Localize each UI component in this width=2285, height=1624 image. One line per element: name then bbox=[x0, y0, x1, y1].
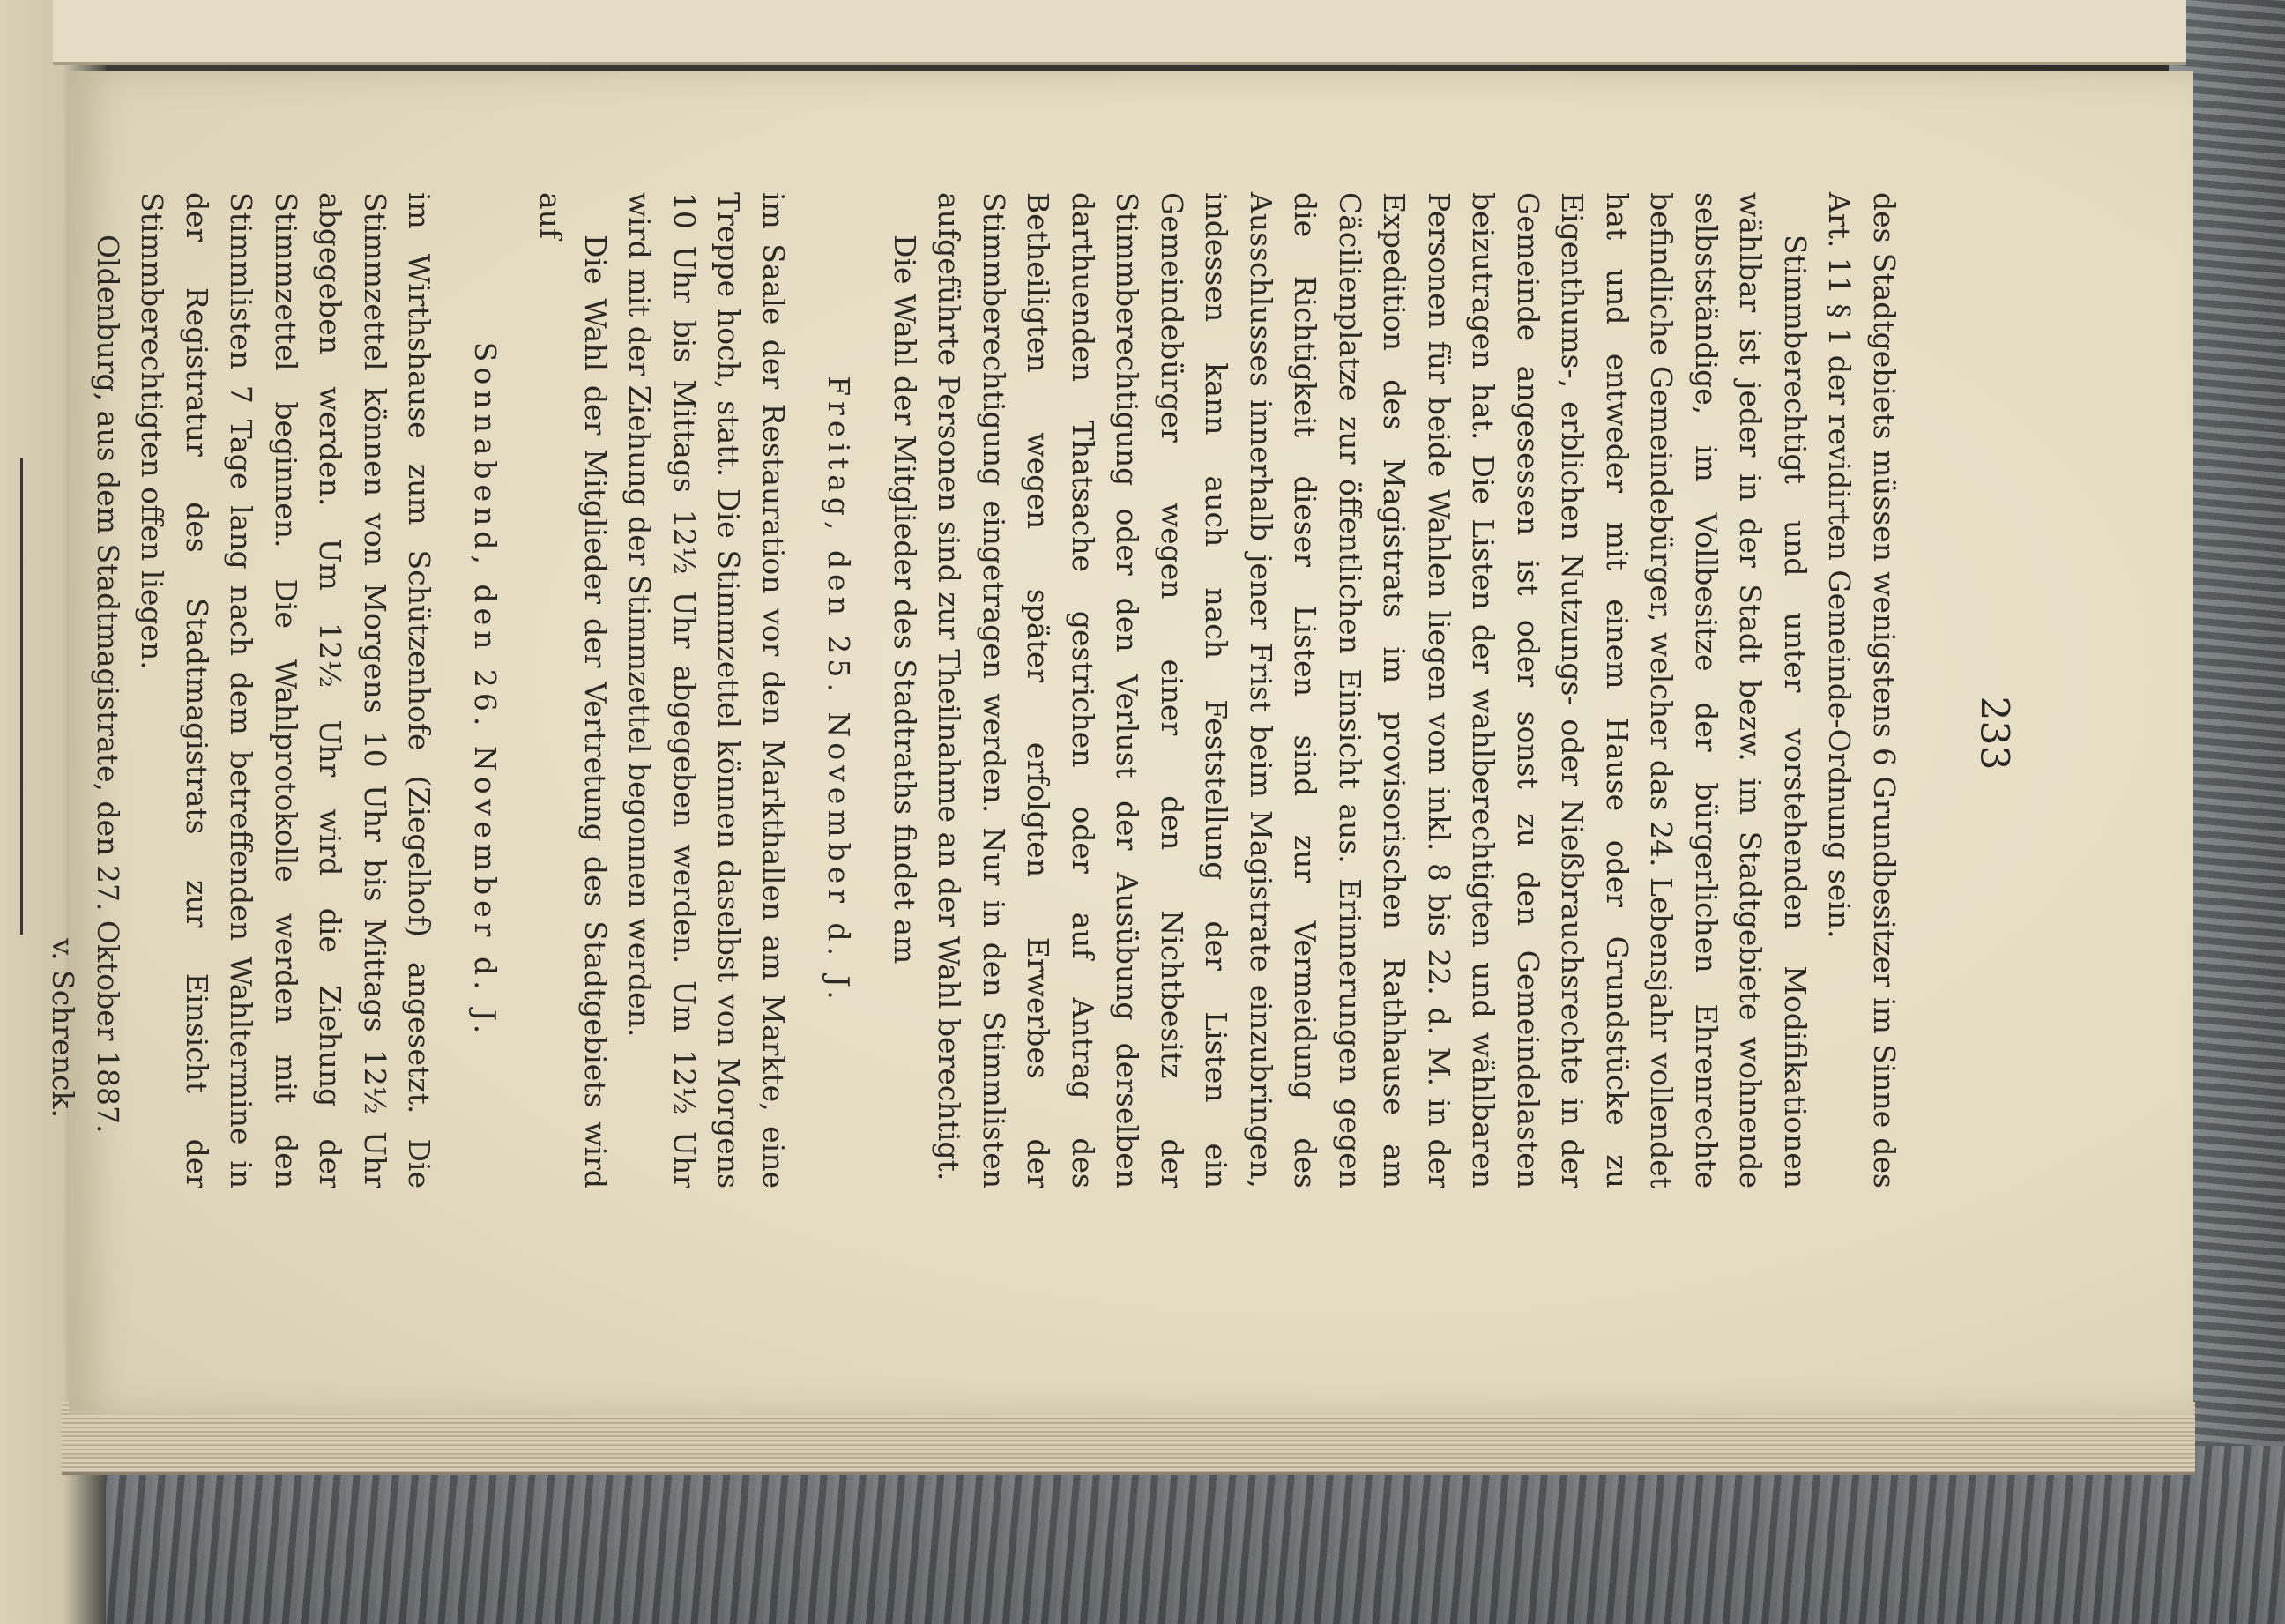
paragraph-6: Die Wahl der Mitglieder der Vertretung des Stadtgebiets wird auf bbox=[533, 192, 613, 1188]
paragraph-8: im Wirthshause zum Schützenhofe (Ziegelhof) angesetzt. Die Stimmzettel können von Morgens 10 Uhr bis Mittags 12½ Uhr abgegeben werden. Um 12½ Uhr wird die Ziehung der Stimmzettel beginnen. Die Wahlprotokolle werden mit den Stimmlisten 7 Tage lang nach dem betreffenden Wahltermine in der Registratur des Stadtmagistrats zur Einsicht der Stimmberechtigten offen liegen. bbox=[135, 192, 437, 1188]
place-date-line: Oldenburg, aus dem Stadtmagistrate, den 27. Oktober 1887. bbox=[91, 235, 125, 1134]
end-rule bbox=[20, 458, 23, 935]
page-text bbox=[20, 192, 1906, 1188]
page-number: 233 bbox=[1971, 696, 2017, 771]
previous-page-edge bbox=[53, 0, 2186, 65]
date-friday: Freitag, den 25. November d. J. bbox=[822, 376, 857, 1005]
date-saturday: Sonnabend, den 26. November d. J. bbox=[468, 341, 502, 1039]
paragraph-2: Stimmberechtigt und unter vorstehenden Modifikationen wählbar ist jeder in der Stadt bezw. im Stadtgebiete wohnende selbstständige, im Vollbesitze der bürgerlichen Ehrenrechte befindliche Gemeindebürger, welcher das 24. Lebensjahr vollendet hat und entweder mit einem Hause oder Grundstücke zu Eigenthums-, erblichen Nutzungs- oder Nießbrauchsrechte in der Gemeinde angesessen ist oder sonst zu den Gemeindelasten beizutragen hat. Die Listen der wahlberechtigten und wählbaren Personen für beide Wahlen liegen vom inkl. 8 bis 22. d. M. in der Expedition des Magistrats im provisorischen Rathhause am Cäcilienplatze zur öffentlichen Einsicht aus. Erinnerungen gegen die Richtigkeit dieser Listen sind zur Vermeidung des Ausschlusses innerhalb jener Frist beim Magistrate einzubringen, indessen kann auch nach Feststellung der Listen ein Gemeindebürger wegen einer den Nichtbesitz der Stimmberechtigung oder den Verlust der Ausübung derselben darthuenden Thatsache gestrichen oder auf Antrag des Betheiligten wegen später erfolgten Erwerbes der Stimmberechtigung eingetragen werden. Nur in den Stimmlisten aufgeführte Personen sind zur Theilnahme an der Wahl berechtigt. bbox=[932, 192, 1812, 1188]
paragraph-5: im Saale der Restauration vor den Markthallen am Markte, eine Treppe hoch, statt. Die Stimmzettel können daselbst von Morgens 10 Uhr bis Mittags 12½ Uhr abgegeben werden. Um 12½ Uhr wird mit der Ziehung der Stimmzettel begonnen werden. bbox=[622, 192, 791, 1188]
paragraph-3: Die Wahl der Mitglieder des Stadtraths findet am bbox=[888, 235, 922, 965]
signature: v. Schrenck. bbox=[46, 938, 81, 1118]
paragraph-1: des Stadtgebiets müssen wenigstens 6 Grundbesitzer im Sinne des Art. 11 § 1 der revidirten Gemeinde-Ordnung sein. bbox=[1822, 192, 1902, 1188]
